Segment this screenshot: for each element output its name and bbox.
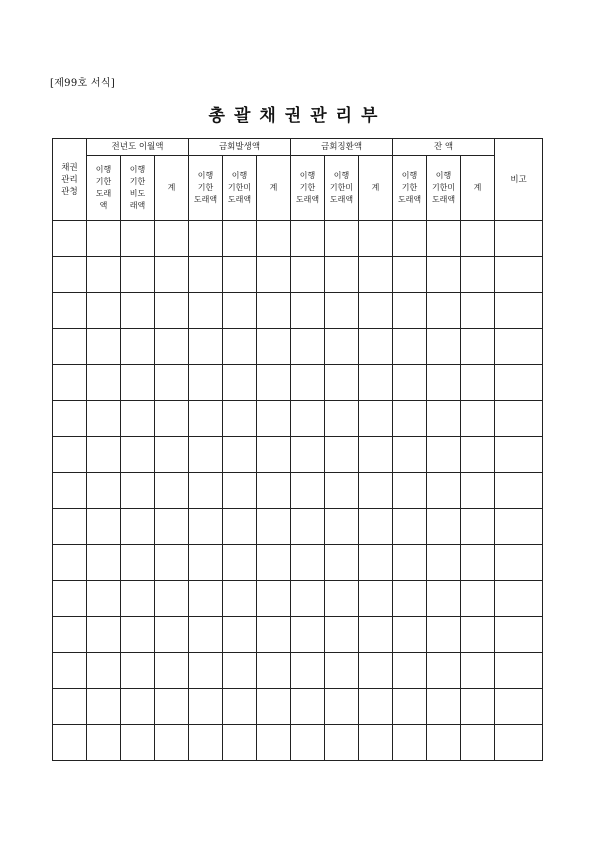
table-cell[interactable] [427,473,461,509]
table-cell[interactable] [87,473,121,509]
table-cell[interactable] [495,509,543,545]
table-cell[interactable] [461,617,495,653]
table-cell[interactable] [189,725,223,761]
table-cell[interactable] [189,293,223,329]
table-cell[interactable] [495,437,543,473]
table-cell[interactable] [189,617,223,653]
table-cell[interactable] [325,437,359,473]
table-cell[interactable] [291,293,325,329]
table-cell[interactable] [121,401,155,437]
table-cell[interactable] [53,473,87,509]
table-cell[interactable] [223,437,257,473]
table-cell[interactable] [155,437,189,473]
table-cell[interactable] [359,725,393,761]
table-cell[interactable] [155,473,189,509]
table-cell[interactable] [495,329,543,365]
table-cell[interactable] [393,473,427,509]
table-cell[interactable] [427,221,461,257]
table-cell[interactable] [155,689,189,725]
table-cell[interactable] [291,473,325,509]
subheader-carryover-total: 계 [155,156,189,221]
table-cell[interactable] [87,545,121,581]
table-cell[interactable] [53,365,87,401]
table-cell[interactable] [189,401,223,437]
table-cell[interactable] [257,329,291,365]
table-cell[interactable] [393,437,427,473]
table-cell[interactable] [495,725,543,761]
header-debt-office: 채권 관리 관청 [53,139,87,221]
table-cell[interactable] [87,509,121,545]
table-cell[interactable] [291,221,325,257]
table-cell[interactable] [223,689,257,725]
table-cell[interactable] [393,293,427,329]
table-row [53,581,543,617]
table-cell[interactable] [325,509,359,545]
table-cell[interactable] [189,257,223,293]
table-cell[interactable] [359,365,393,401]
table-cell[interactable] [461,509,495,545]
table-cell[interactable] [53,293,87,329]
table-cell[interactable] [189,653,223,689]
table-cell[interactable] [87,689,121,725]
table-cell[interactable] [53,401,87,437]
table-row [53,401,543,437]
table-cell[interactable] [325,617,359,653]
table-cell[interactable] [223,509,257,545]
table-cell[interactable] [53,653,87,689]
table-cell[interactable] [461,221,495,257]
table-cell[interactable] [155,581,189,617]
table-cell[interactable] [53,509,87,545]
table-cell[interactable] [87,293,121,329]
table-cell[interactable] [121,329,155,365]
table-row [53,365,543,401]
table-cell[interactable] [359,293,393,329]
table-cell[interactable] [393,365,427,401]
table-cell[interactable] [87,329,121,365]
table-cell[interactable] [155,221,189,257]
table-cell[interactable] [257,293,291,329]
table-cell[interactable] [393,401,427,437]
table-cell[interactable] [427,581,461,617]
table-cell[interactable] [495,581,543,617]
table-cell[interactable] [461,293,495,329]
table-cell[interactable] [257,437,291,473]
table-cell[interactable] [121,437,155,473]
table-cell[interactable] [359,221,393,257]
subheader-collected-total: 계 [359,156,393,221]
table-cell[interactable] [427,365,461,401]
table-row [53,257,543,293]
subheader-balance-due: 이행 기한 도래액 [393,156,427,221]
table-cell[interactable] [291,545,325,581]
table-cell[interactable] [155,653,189,689]
table-cell[interactable] [359,437,393,473]
table-cell[interactable] [121,725,155,761]
table-cell[interactable] [257,221,291,257]
table-cell[interactable] [325,473,359,509]
table-cell[interactable] [257,509,291,545]
table-cell[interactable] [87,617,121,653]
table-cell[interactable] [325,221,359,257]
table-cell[interactable] [53,221,87,257]
table-cell[interactable] [223,221,257,257]
table-cell[interactable] [223,257,257,293]
table-cell[interactable] [359,617,393,653]
table-cell[interactable] [189,509,223,545]
table-cell[interactable] [495,365,543,401]
table-cell[interactable] [155,401,189,437]
table-cell[interactable] [495,257,543,293]
table-cell[interactable] [427,617,461,653]
table-cell[interactable] [427,401,461,437]
table-cell[interactable] [325,725,359,761]
header-row-sub [53,156,543,221]
table-cell[interactable] [121,581,155,617]
table-cell[interactable] [291,365,325,401]
table-row [53,725,543,761]
table-row [53,509,543,545]
table-cell[interactable] [359,257,393,293]
subheader-new-due: 이행 기한 도래액 [189,156,223,221]
table-cell[interactable] [359,509,393,545]
table-cell[interactable] [189,329,223,365]
table-cell[interactable] [257,689,291,725]
table-cell[interactable] [121,653,155,689]
table-cell[interactable] [495,653,543,689]
table-cell[interactable] [53,329,87,365]
table-cell[interactable] [325,365,359,401]
table-cell[interactable] [87,725,121,761]
table-cell[interactable] [257,365,291,401]
table-cell[interactable] [53,617,87,653]
table-cell[interactable] [257,581,291,617]
table-cell[interactable] [291,581,325,617]
table-cell[interactable] [257,473,291,509]
table-cell[interactable] [427,653,461,689]
table-cell[interactable] [359,545,393,581]
header-remarks: 비고 [495,139,543,221]
table-cell[interactable] [53,725,87,761]
header-group-new: 금회발생액 [189,139,291,156]
table-cell[interactable] [257,257,291,293]
table-cell[interactable] [461,689,495,725]
table-row [53,689,543,725]
table-cell[interactable] [461,473,495,509]
table-cell[interactable] [257,617,291,653]
table-cell[interactable] [223,617,257,653]
table-cell[interactable] [87,365,121,401]
subheader-new-total: 계 [257,156,291,221]
table-cell[interactable] [189,221,223,257]
table-cell[interactable] [427,725,461,761]
table-cell[interactable] [461,581,495,617]
table-cell[interactable] [53,545,87,581]
table-cell[interactable] [53,437,87,473]
table-cell[interactable] [155,509,189,545]
table-cell[interactable] [189,581,223,617]
table-cell[interactable] [121,221,155,257]
subheader-collected-due: 이행 기한 도래액 [291,156,325,221]
subheader-balance-total: 계 [461,156,495,221]
table-cell[interactable] [257,653,291,689]
table-cell[interactable] [461,329,495,365]
table-row [53,329,543,365]
table-cell[interactable] [291,725,325,761]
table-cell[interactable] [495,221,543,257]
table-cell[interactable] [359,581,393,617]
subheader-new-notdue: 이행 기한미 도래액 [223,156,257,221]
table-cell[interactable] [325,545,359,581]
table-row [53,293,543,329]
table-cell[interactable] [291,329,325,365]
table-cell[interactable] [257,725,291,761]
table-cell[interactable] [393,689,427,725]
table-cell[interactable] [155,545,189,581]
table-cell[interactable] [155,617,189,653]
table-cell[interactable] [427,545,461,581]
table-cell[interactable] [257,545,291,581]
table-cell[interactable] [291,689,325,725]
table-cell[interactable] [461,545,495,581]
table-cell[interactable] [325,257,359,293]
table-cell[interactable] [325,293,359,329]
table-cell[interactable] [121,689,155,725]
table-cell[interactable] [121,293,155,329]
subheader-carryover-due: 이행 기한 도래 액 [87,156,121,221]
table-cell[interactable] [393,617,427,653]
table-cell[interactable] [223,581,257,617]
table-cell[interactable] [461,401,495,437]
table-cell[interactable] [325,653,359,689]
table-cell[interactable] [427,293,461,329]
table-cell[interactable] [189,473,223,509]
table-cell[interactable] [53,689,87,725]
table-cell[interactable] [53,581,87,617]
header-row-groups [53,139,543,156]
table-cell[interactable] [291,653,325,689]
table-cell[interactable] [461,437,495,473]
table-cell[interactable] [495,473,543,509]
table-cell[interactable] [461,257,495,293]
table-cell[interactable] [461,365,495,401]
table-row [53,437,543,473]
table-cell[interactable] [189,689,223,725]
table-cell[interactable] [87,653,121,689]
table-cell[interactable] [495,293,543,329]
table-cell[interactable] [291,401,325,437]
table-cell[interactable] [393,221,427,257]
table-cell[interactable] [121,473,155,509]
table-cell[interactable] [87,401,121,437]
table-cell[interactable] [427,437,461,473]
table-row [53,617,543,653]
table-cell[interactable] [223,473,257,509]
table-cell[interactable] [291,437,325,473]
table-cell[interactable] [427,689,461,725]
table-cell[interactable] [189,365,223,401]
table-cell[interactable] [223,329,257,365]
header-group-collected: 금회징환액 [291,139,393,156]
table-cell[interactable] [257,401,291,437]
table-cell[interactable] [495,401,543,437]
table-cell[interactable] [189,545,223,581]
header-group-carryover: 전년도 이월액 [87,139,189,156]
table-cell[interactable] [223,365,257,401]
table-cell[interactable] [393,545,427,581]
table-cell[interactable] [325,581,359,617]
subheader-balance-notdue: 이행 기한미 도래액 [427,156,461,221]
table-cell[interactable] [87,437,121,473]
table-cell[interactable] [461,653,495,689]
table-cell[interactable] [359,473,393,509]
table-cell[interactable] [121,617,155,653]
subheader-collected-notdue: 이행 기한미 도래액 [325,156,359,221]
table-cell[interactable] [121,509,155,545]
table-cell[interactable] [359,653,393,689]
table-cell[interactable] [223,725,257,761]
table-cell[interactable] [189,437,223,473]
subheader-carryover-notdue: 이행 기한 비도 래액 [121,156,155,221]
table-row [53,473,543,509]
table-cell[interactable] [291,509,325,545]
table-cell[interactable] [121,257,155,293]
table-cell[interactable] [461,725,495,761]
table-cell[interactable] [427,329,461,365]
table-cell[interactable] [291,617,325,653]
table-cell[interactable] [393,653,427,689]
table-row [53,545,543,581]
table-cell[interactable] [53,257,87,293]
table-cell[interactable] [121,365,155,401]
table-cell[interactable] [393,725,427,761]
table-cell[interactable] [393,329,427,365]
table-cell[interactable] [393,257,427,293]
form-code: [제99호 서식] [50,78,116,89]
table-cell[interactable] [87,257,121,293]
table-cell[interactable] [359,689,393,725]
table-cell[interactable] [155,257,189,293]
table-cell[interactable] [87,581,121,617]
table-cell[interactable] [155,365,189,401]
table-row [53,653,543,689]
table-cell[interactable] [87,221,121,257]
table-cell[interactable] [427,509,461,545]
ledger-table [52,138,543,761]
page-title: 총괄채권관리부 [208,106,387,126]
table-cell[interactable] [393,581,427,617]
table-cell[interactable] [325,401,359,437]
table-cell[interactable] [155,293,189,329]
table-cell[interactable] [223,545,257,581]
table-cell[interactable] [223,401,257,437]
table-cell[interactable] [223,653,257,689]
table-cell[interactable] [495,545,543,581]
table-cell[interactable] [393,509,427,545]
table-cell[interactable] [155,725,189,761]
table-row [53,221,543,257]
table-cell[interactable] [359,401,393,437]
table-cell[interactable] [121,545,155,581]
table-cell[interactable] [495,617,543,653]
table-cell[interactable] [427,257,461,293]
table-cell[interactable] [325,329,359,365]
table-cell[interactable] [325,689,359,725]
table-cell[interactable] [155,329,189,365]
table-cell[interactable] [359,329,393,365]
table-cell[interactable] [291,257,325,293]
table-cell[interactable] [495,689,543,725]
table-cell[interactable] [223,293,257,329]
header-group-balance: 잔 액 [393,139,495,156]
